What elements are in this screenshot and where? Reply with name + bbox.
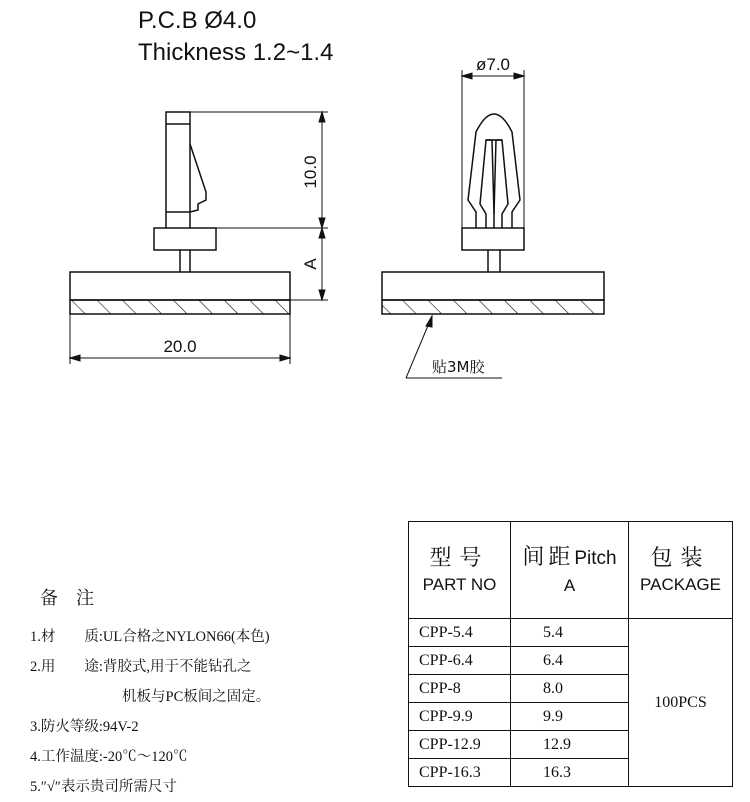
front-dimensions	[406, 70, 524, 378]
note-temperature: 4.工作温度:-20℃～120℃	[30, 749, 188, 765]
side-adhesive-layer	[70, 300, 290, 314]
note-marking: 5.″√″表示贵司所需尺寸	[30, 779, 177, 795]
note-usage-continued: 机板与PC板间之固定。	[122, 689, 271, 705]
spec-table	[408, 521, 733, 787]
pcb-thickness-heading: Thickness 1.2~1.4	[138, 39, 334, 66]
note-flammability: 3.防火等级:94V-2	[30, 719, 139, 735]
table-row: CPP-12.9 12.9	[409, 731, 733, 759]
note-material: 1.材 质:UL合格之NYLON66(本色)	[30, 629, 270, 645]
table-row: CPP-6.4 6.4	[409, 647, 733, 675]
height-dimension-label: 10.0	[301, 155, 320, 189]
notes-title: 备注	[40, 588, 112, 608]
side-latch	[190, 144, 206, 212]
front-base-plate	[382, 272, 604, 300]
header-pitch: 间距Pitch A	[511, 522, 629, 619]
pcb-diameter-heading: P.C.B Ø4.0	[138, 7, 257, 34]
diameter-dimension-label: ø7.0	[475, 55, 511, 74]
side-shaft	[166, 112, 190, 228]
package-cell: 100PCS	[629, 619, 733, 787]
side-view	[70, 112, 290, 314]
front-view	[382, 114, 604, 314]
note-usage: 2.用 途:背胶式,用于不能钻孔之	[30, 659, 252, 675]
front-adhesive-layer	[382, 300, 604, 314]
header-part-no: 型号 PART NO	[409, 522, 511, 619]
table-header-row	[409, 522, 733, 619]
table-row: CPP-8 8.0	[409, 675, 733, 703]
notes-section	[30, 586, 380, 802]
header-package: 包装 PACKAGE	[629, 522, 733, 619]
front-collar	[462, 228, 524, 250]
side-base-plate	[70, 272, 290, 300]
table-row: CPP-5.4 5.4 100PCS	[409, 619, 733, 647]
side-collar	[154, 228, 216, 250]
pitch-dimension-label: A	[301, 258, 320, 270]
table-row: CPP-16.3 16.3	[409, 759, 733, 787]
adhesive-callout-label: 贴3M胶	[432, 358, 485, 376]
table-row: CPP-9.9 9.9	[409, 703, 733, 731]
base-width-dimension-label: 20.0	[163, 337, 197, 356]
